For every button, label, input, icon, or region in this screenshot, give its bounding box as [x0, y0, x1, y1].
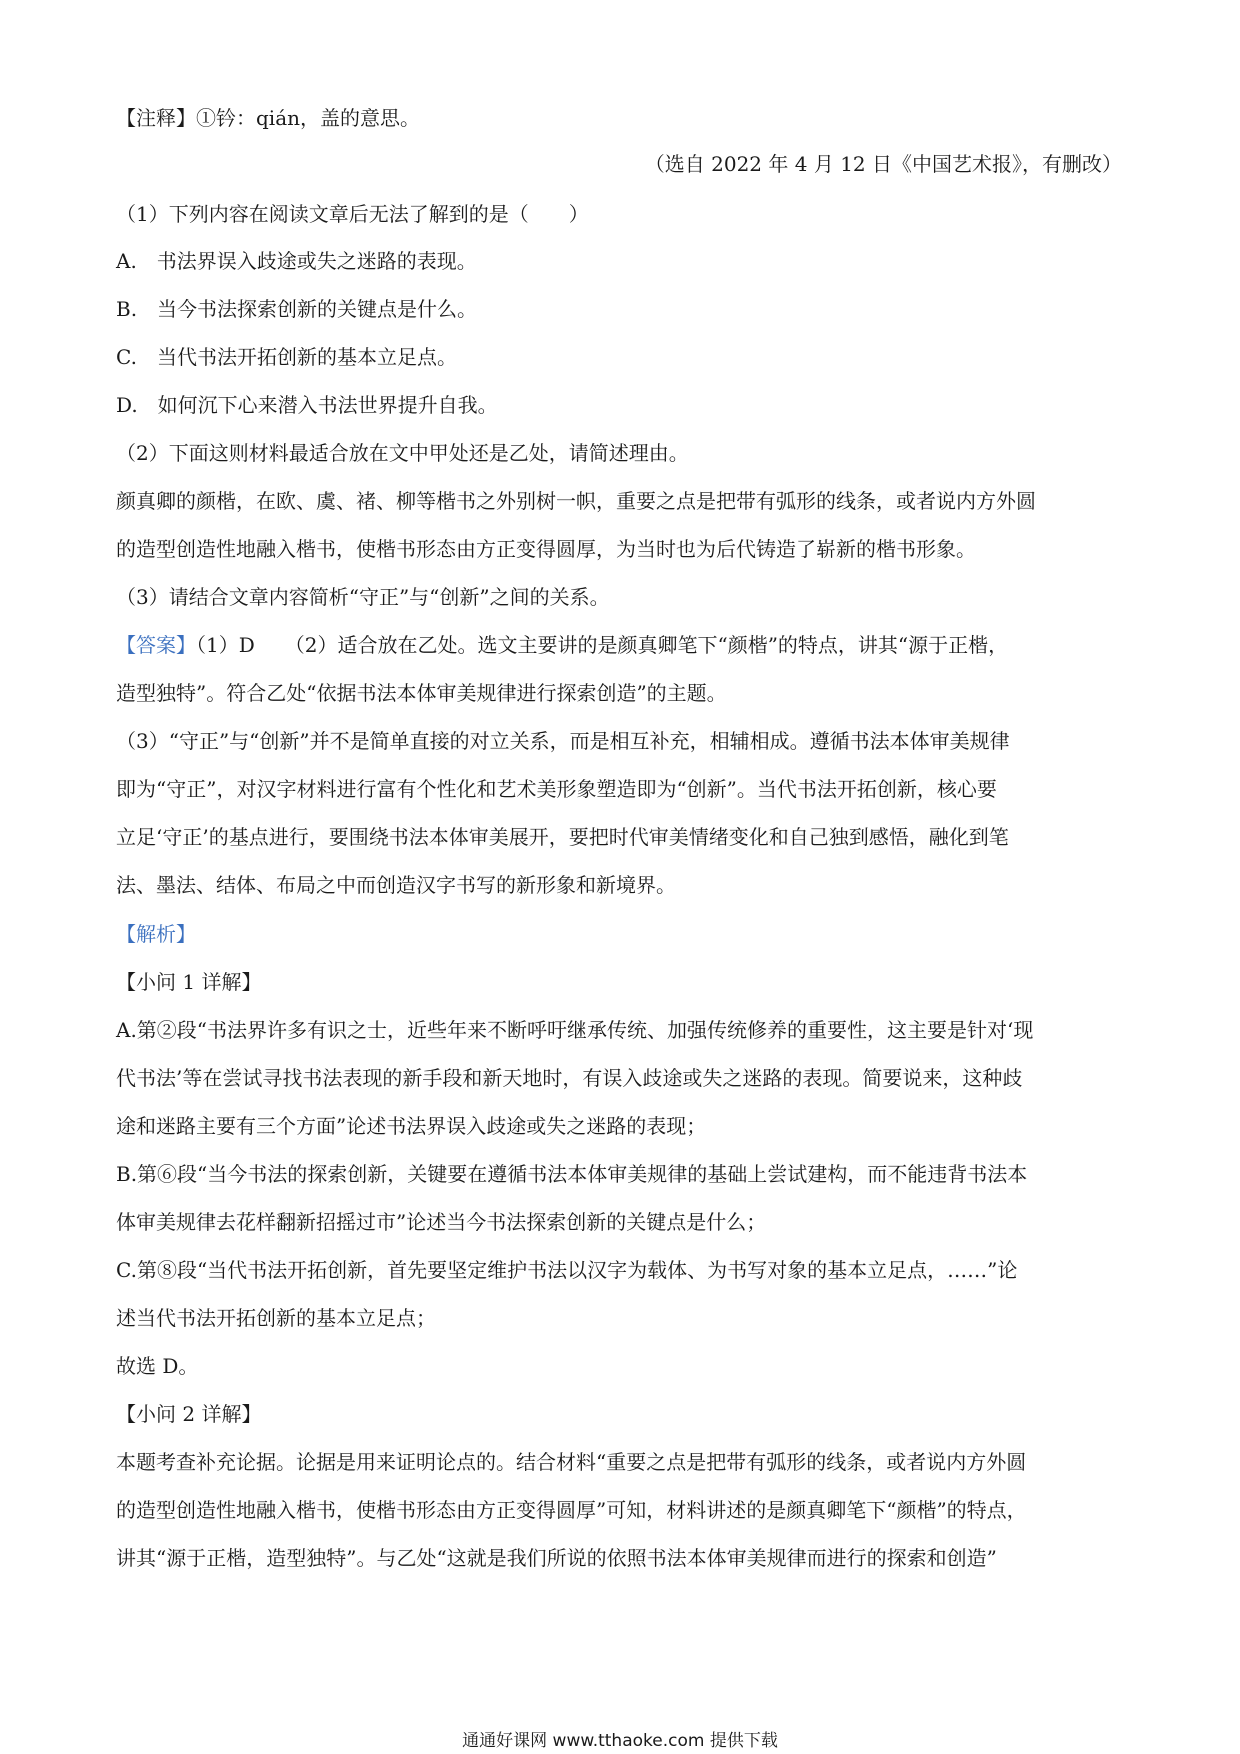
subquestion-1-title: 【小问 1 详解】 [116, 970, 262, 994]
analysis-line: C.第⑧段“当代书法开拓创新，首先要坚定维护书法以汉字为载体、为书写对象的基本立足点，……”论 [116, 1258, 1018, 1282]
question-2-material-line: 的造型创造性地融入楷书，使楷书形态由方正变得圆厚，为当时也为后代铸造了崭新的楷书形象。 [116, 537, 976, 561]
footer-watermark: 通通好课网 www.tthaoke.com 提供下载 [462, 1731, 778, 1751]
analysis-line: 述当代书法开拓创新的基本立足点； [116, 1306, 436, 1330]
analysis-line: A.第②段“书法界许多有识之士，近些年来不断呼吁继承传统、加强传统修养的重要性，这主要是针对‘现 [116, 1018, 1034, 1042]
source-line: （选自 2022 年 4 月 12 日《中国艺术报》，有删改） [644, 152, 1122, 176]
answer-line [116, 631, 1008, 659]
question-3-stem: （3）请结合文章内容简析“守正”与“创新”之间的关系。 [116, 585, 610, 609]
note-line: 【注释】①钤：qián，盖的意思。 [116, 106, 421, 130]
question-2-material-line: 颜真卿的颜楷，在欧、虞、褚、柳等楷书之外别树一帜，重要之点是把带有弧形的线条，或者说内方外圆 [116, 489, 1036, 513]
option-c: C. 当代书法开拓创新的基本立足点。 [116, 345, 457, 369]
answer-line: 即为“守正”，对汉字材料进行富有个性化和艺术美形象塑造即为“创新”。当代书法开拓创新，核心要 [116, 777, 997, 801]
analysis-label: 【解析】 [116, 922, 196, 946]
analysis-line: 代书法’等在尝试寻找书法表现的新手段和新天地时，有误入歧途或失之迷路的表现。简要说来，这种歧 [116, 1066, 1023, 1090]
analysis-line: B.第⑥段“当今书法的探索创新，关键要在遵循书法本体审美规律的基础上尝试建构，而不能违背书法本 [116, 1162, 1028, 1186]
answer-text: （1）D （2）适合放在乙处。选文主要讲的是颜真卿笔下“颜楷”的特点，讲其“源于正楷， [196, 633, 1009, 657]
analysis-line: 本题考查补充论据。论据是用来证明论点的。结合材料“重要之点是把带有弧形的线条，或者说内方外圆 [116, 1450, 1027, 1474]
answer-line: 法、墨法、结体、布局之中而创造汉字书写的新形象和新境界。 [116, 873, 676, 897]
option-a: A. 书法界误入歧途或失之迷路的表现。 [116, 249, 477, 273]
choose-answer: 故选 D。 [116, 1354, 199, 1378]
answer-line: （3）“守正”与“创新”并不是简单直接的对立关系，而是相互补充，相辅相成。遵循书法本体审美规律 [116, 729, 1010, 753]
analysis-line: 的造型创造性地融入楷书，使楷书形态由方正变得圆厚”可知，材料讲述的是颜真卿笔下“颜楷”的特点， [116, 1498, 1027, 1522]
option-d: D. 如何沉下心来潜入书法世界提升自我。 [116, 393, 498, 417]
question-1-stem: （1）下列内容在阅读文章后无法了解到的是（ ） [116, 202, 589, 226]
analysis-line: 体审美规律去花样翻新招摇过市”论述当今书法探索创新的关键点是什么； [116, 1210, 767, 1234]
analysis-line: 讲其“源于正楷，造型独特”。与乙处“这就是我们所说的依照书法本体审美规律而进行的探索和创造” [116, 1546, 997, 1570]
answer-line: 造型独特”。符合乙处“依据书法本体审美规律进行探索创造”的主题。 [116, 681, 727, 705]
question-2-stem: （2）下面这则材料最适合放在文中甲处还是乙处，请简述理由。 [116, 441, 689, 465]
option-b: B. 当今书法探索创新的关键点是什么。 [116, 297, 478, 321]
answer-line: 立足‘守正’的基点进行，要围绕书法本体审美展开，要把时代审美情绪变化和自己独到感悟，融化到笔 [116, 825, 1009, 849]
answer-label: 【答案】 [116, 633, 196, 657]
subquestion-2-title: 【小问 2 详解】 [116, 1402, 262, 1426]
analysis-line: 途和迷路主要有三个方面”论述书法界误入歧途或失之迷路的表现； [116, 1114, 707, 1138]
